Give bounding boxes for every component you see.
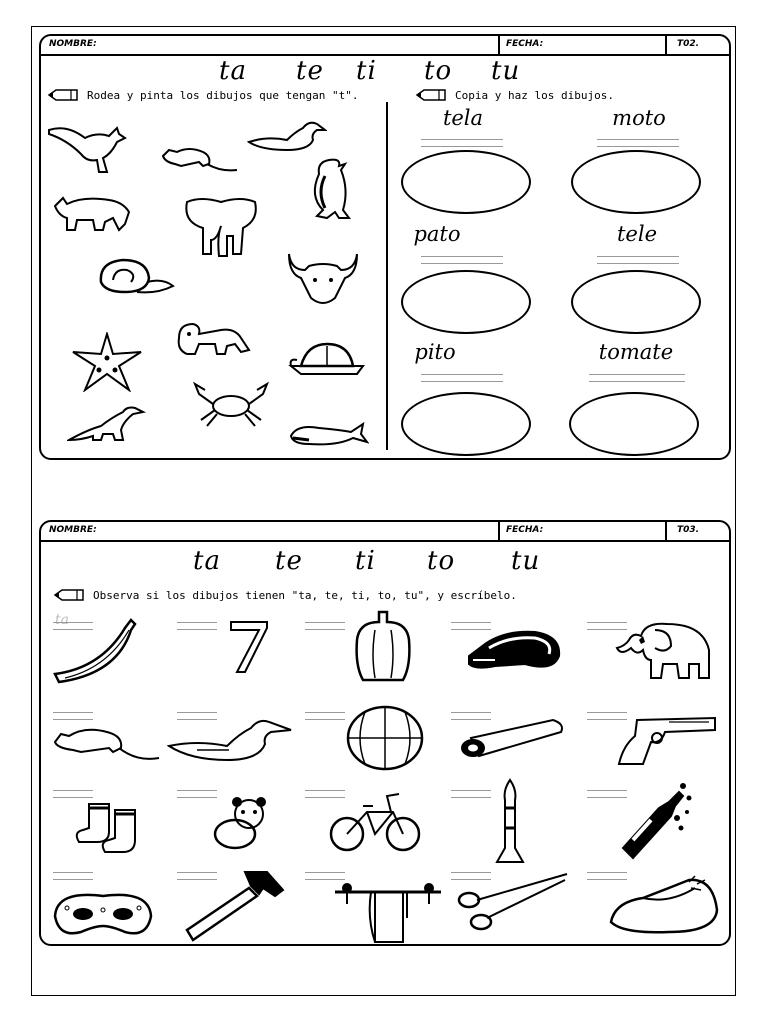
tube-icon bbox=[457, 716, 567, 762]
duck-icon bbox=[247, 118, 327, 154]
snail-icon bbox=[97, 256, 177, 296]
starfish-icon bbox=[69, 332, 145, 392]
elephant-icon bbox=[181, 196, 261, 260]
drawing-oval[interactable] bbox=[571, 150, 701, 214]
ball-icon bbox=[345, 704, 425, 772]
syllable-tu: tu bbox=[511, 546, 541, 576]
fecha-label: FECHA: bbox=[506, 525, 544, 535]
column-divider bbox=[386, 102, 388, 450]
header-row bbox=[41, 522, 729, 542]
syllable-tu: tu bbox=[491, 56, 521, 86]
pencil-icon bbox=[415, 88, 447, 102]
syllable-to: to bbox=[427, 546, 456, 576]
slipper-icon bbox=[609, 874, 721, 938]
example-answer: ta bbox=[55, 612, 69, 628]
worksheet-t03 bbox=[39, 520, 731, 946]
syllable-to: to bbox=[424, 56, 453, 86]
syllable-ti: ti bbox=[356, 56, 377, 86]
crab-icon bbox=[191, 380, 271, 430]
mouse-icon bbox=[159, 142, 239, 178]
nombre-label: NOMBRE: bbox=[49, 39, 97, 49]
dinosaur-icon bbox=[67, 404, 147, 444]
header-row bbox=[41, 36, 729, 56]
word-pito: pito bbox=[414, 340, 456, 364]
bull-icon bbox=[285, 250, 361, 310]
kangaroo-icon bbox=[47, 120, 127, 176]
penguin-icon bbox=[305, 156, 353, 224]
mask-icon bbox=[53, 886, 153, 940]
fecha-label: FECHA: bbox=[506, 39, 544, 49]
turtle-icon bbox=[287, 340, 367, 380]
banana-icon bbox=[51, 614, 139, 684]
rocket-icon bbox=[495, 778, 525, 866]
drawing-oval[interactable] bbox=[571, 270, 701, 334]
drawing-oval[interactable] bbox=[401, 392, 531, 456]
bicycle-icon bbox=[327, 790, 423, 854]
socks-icon bbox=[69, 798, 155, 858]
pacifier-icon bbox=[209, 794, 279, 854]
sheet-code: T03. bbox=[677, 525, 700, 535]
steak-icon bbox=[465, 626, 565, 676]
duck-icon bbox=[167, 716, 293, 764]
word-tela: tela bbox=[442, 106, 484, 130]
monkey-icon bbox=[175, 318, 255, 358]
bottle-icon bbox=[617, 778, 697, 864]
instruction-right: Copia y haz los dibujos. bbox=[455, 89, 614, 102]
towel-icon bbox=[331, 878, 445, 948]
nombre-label: NOMBRE: bbox=[49, 525, 97, 535]
syllable-te: te bbox=[296, 56, 324, 86]
pepper-icon bbox=[353, 610, 413, 686]
pencil-icon bbox=[47, 88, 79, 102]
word-tomate: tomate bbox=[598, 340, 674, 364]
rhino-icon bbox=[53, 194, 133, 234]
syllable-ta: ta bbox=[193, 546, 221, 576]
drawing-oval[interactable] bbox=[401, 150, 531, 214]
worksheet-t02 bbox=[39, 34, 731, 460]
sheet-code: T02. bbox=[677, 39, 700, 49]
whale-icon bbox=[289, 418, 369, 448]
word-tele: tele bbox=[616, 222, 657, 246]
drawing-oval[interactable] bbox=[401, 270, 531, 334]
instruction-left: Rodea y pinta los dibujos que tengan "t". bbox=[87, 89, 359, 102]
drawing-oval[interactable] bbox=[569, 392, 699, 456]
pistol-icon bbox=[609, 712, 719, 768]
syllable-te: te bbox=[275, 546, 303, 576]
scissors-icon bbox=[455, 870, 571, 934]
elephant-icon bbox=[615, 620, 715, 684]
seven-icon bbox=[227, 618, 271, 674]
hammer-icon bbox=[183, 868, 287, 944]
word-pato: pato bbox=[413, 222, 461, 246]
instruction: Observa si los dibujos tienen "ta, te, ti, to, tu", y escríbelo. bbox=[93, 589, 517, 602]
word-moto: moto bbox=[612, 106, 666, 130]
syllable-ta: ta bbox=[219, 56, 247, 86]
syllable-ti: ti bbox=[355, 546, 376, 576]
mouse-icon bbox=[51, 718, 161, 768]
pencil-icon bbox=[53, 588, 85, 602]
